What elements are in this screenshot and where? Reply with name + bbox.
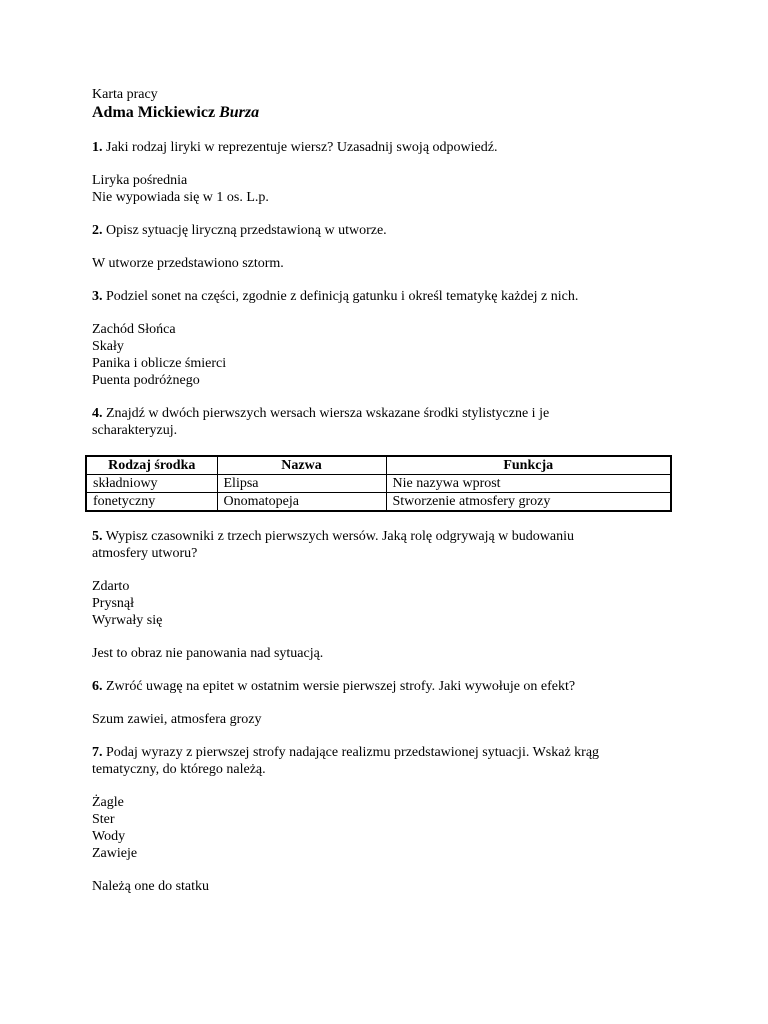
answer-block-3: [92, 321, 676, 389]
question-number: 6.: [92, 679, 103, 694]
answer-line: Zdarto: [92, 579, 130, 594]
question-number: 2.: [92, 223, 103, 238]
answer-block-5: [92, 578, 676, 629]
question-number: 7.: [92, 745, 103, 760]
answer-block-7: [92, 794, 676, 862]
answer-line: Nie wypowiada się w 1 os. L.p.: [92, 190, 269, 205]
answer-line: Szum zawiei, atmosfera grozy: [92, 712, 262, 727]
doc-title: [92, 103, 676, 123]
question-text-continued: atmosfery utworu?: [92, 546, 198, 561]
table-header-cell: Rodzaj środka: [86, 456, 217, 475]
answer-note-line: Należą one do statku: [92, 879, 210, 894]
answer-note-5: [92, 645, 676, 662]
answer-line: Liryka pośrednia: [92, 173, 188, 188]
answer-note-line: Jest to obraz nie panowania nad sytuacją.: [92, 646, 324, 661]
table-cell: Elipsa: [217, 475, 386, 493]
question-number: 5.: [92, 529, 103, 544]
question-line: [92, 405, 676, 422]
question-text: Jaki rodzaj liryki w reprezentuje wiersz? Uzasadnij swoją odpowiedź.: [102, 140, 498, 155]
doc-kicker: Karta pracy: [92, 87, 158, 102]
question-text: Podaj wyrazy z pierwszej strofy nadające realizmu przedstawionej sytuacji. Wskaż krąg: [102, 745, 600, 760]
question-text-continued: tematyczny, do którego należą.: [92, 762, 266, 777]
question-text: Zwróć uwagę na epitet w ostatnim wersie pierwszej strofy. Jaki wywołuje on efekt?: [102, 679, 576, 694]
question-line: [92, 288, 676, 305]
question-text: Podziel sonet na części, zgodnie z definicją gatunku i określ tematykę każdej z nich.: [102, 289, 579, 304]
answer-line: Skały: [92, 339, 124, 354]
question-6: [92, 678, 676, 695]
question-3: [92, 288, 676, 305]
question-text-continued: scharakteryzuj.: [92, 423, 178, 438]
answer-block-1: [92, 172, 676, 206]
question-line: [92, 678, 676, 695]
question-number: 1.: [92, 140, 103, 155]
question-text: Opisz sytuację liryczną przedstawioną w utworze.: [102, 223, 387, 238]
question-5: [92, 528, 676, 562]
question-number: 3.: [92, 289, 103, 304]
answer-line: Panika i oblicze śmierci: [92, 356, 227, 371]
question-7: [92, 744, 676, 778]
table-cell: Nie nazywa wprost: [386, 475, 671, 493]
answer-line: Puenta podróżnego: [92, 373, 200, 388]
question-text: Wypisz czasowniki z trzech pierwszych wersów. Jaką rolę odgrywają w budowaniu: [102, 529, 575, 544]
answer-line: Prysnął: [92, 596, 134, 611]
question-text: Znajdź w dwóch pierwszych wersach wiersza wskazane środki stylistyczne i je: [102, 406, 550, 421]
table-cell: fonetyczny: [86, 493, 217, 512]
table-header-cell: Nazwa: [217, 456, 386, 475]
question-number: 4.: [92, 406, 103, 421]
question-line: [92, 139, 676, 156]
answer-line: Zawieje: [92, 846, 138, 861]
answer-line: Wody: [92, 829, 126, 844]
question-2: [92, 222, 676, 239]
table-cell: Onomatopeja: [217, 493, 386, 512]
question-4: [92, 405, 676, 439]
answer-line: Zachód Słońca: [92, 322, 176, 337]
table-header-row: [86, 456, 671, 475]
table-cell: Stworzenie atmosfery grozy: [386, 493, 671, 512]
answer-block-2: [92, 255, 676, 272]
table-cell: składniowy: [86, 475, 217, 493]
answer-note-7: [92, 878, 676, 895]
table-row: [86, 475, 671, 493]
answer-line: Żagle: [92, 795, 124, 810]
question-line: [92, 744, 676, 761]
answer-line: Wyrwały się: [92, 613, 163, 628]
answer-line: Ster: [92, 812, 115, 827]
doc-title-work: Burza: [219, 104, 260, 121]
answer-line: W utworze przedstawiono sztorm.: [92, 256, 284, 271]
doc-title-author: Adma Mickiewicz: [92, 104, 220, 121]
table-row: [86, 493, 671, 512]
stylistic-devices-table: [85, 455, 672, 512]
answer-block-6: [92, 711, 676, 728]
question-line: [92, 222, 676, 239]
table-header-cell: Funkcja: [386, 456, 671, 475]
question-line: [92, 528, 676, 545]
question-1: [92, 139, 676, 156]
